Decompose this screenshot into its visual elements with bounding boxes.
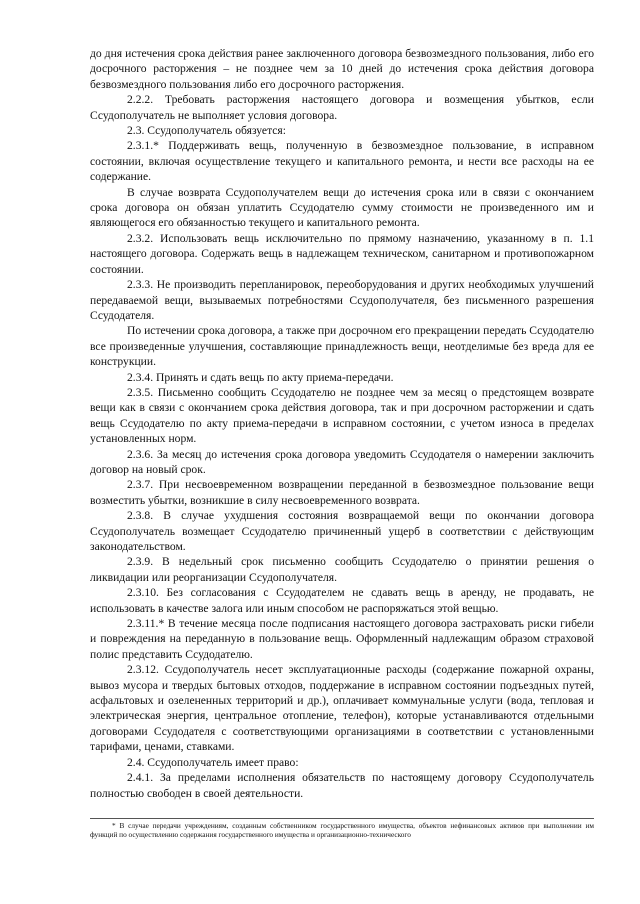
paragraph-2-3-11: 2.3.11.* В течение месяца после подписания настоящего договора застраховать риски гибели и повреждения на переданную в пользование вещь. Оформленный надлежащим образом страховой полис представить Ссудодателю. [90, 617, 594, 661]
paragraph-2-3-4: 2.3.4. Принять и сдать вещь по акту приема-передачи. [127, 370, 394, 384]
paragraph-2-3-1-return: В случае возврата Ссудополучателем вещи до истечения срока или в связи с окончанием срока договора он обязан уплатить Ссудодателю сумму стоимости не произведенного им и являющегося его обязанностью текущего и капитального ремонта. [90, 185, 594, 230]
paragraph-2-3-2: 2.3.2. Использовать вещь исключительно по прямому назначению, указанному в п. 1.1 настоящего договора. Содержать вещь в надлежащем техническом, санитарном и противопожарном состоянии. [90, 231, 594, 276]
paragraph-2-3-6: 2.3.6. За месяц до истечения срока договора уведомить Ссудодателя о намерении заключить договор на новый срок. [90, 447, 594, 476]
paragraph-2-3-1: 2.3.1.* Поддерживать вещь, полученную в безвозмездное пользование, в исправном состоянии, включая осуществление текущего и капитального ремонта, и нести все расходы на ее содержание. [90, 139, 594, 184]
paragraph-2-3-9: 2.3.9. В недельный срок письменно сообщить Ссудодателю о принятии решения о ликвидации или реорганизации Ссудополучателя. [90, 555, 594, 584]
paragraph-2-3-5: 2.3.5. Письменно сообщить Ссудодателю не позднее чем за месяц о предстоящем возврате вещи как в связи с окончанием срока действия договора, так и при досрочном расторжении и сдать вещь Ссудодателю по акту приема-передачи в исправном состоянии, с учетом износа в пределах установленных норм. [90, 385, 594, 446]
paragraph-2-3-10: 2.3.10. Без согласования с Ссудодателем не сдавать вещь в аренду, не продавать, не использовать в качестве залога или иным способом не распоряжаться этой вещью. [90, 586, 594, 615]
paragraph-2-3-3-improvements: По истечении срока договора, а также при досрочном его прекращении передать Ссудодателю все произведенные улучшения, составляющие принадлежность вещи, неотделимые без вреда для ее конструкции. [90, 324, 594, 369]
paragraph-2-3: 2.3. Ссудополучатель обязуется: [127, 124, 286, 138]
paragraph-2-3-12: 2.3.12. Ссудополучатель несет эксплуатационные расходы (содержание пожарной охраны, вывоз мусора и твердых бытовых отходов, поддержание в исправном состоянии подъездных путей, асфальтовых и озелененных территорий и др.), оплачивает коммунальные услуги (вода, тепловая и электрическая энергия, центральное отопление, телефон), которые устанавливаются отдельными договорами Ссудодателя с соответствующими организациями в соответствии с установленными тарифами, ценами, ставками. [90, 663, 594, 754]
paragraph-2-4-1: 2.4.1. За пределами исполнения обязательств по настоящему договору Ссудополучатель полностью свободен в своей деятельности. [90, 771, 594, 800]
footnote-divider [90, 818, 594, 819]
paragraph-2-2-2: 2.2.2. Требовать расторжения настоящего договора и возмещения убытков, если Ссудополучатель не выполняет условия договора. [90, 93, 594, 122]
paragraph-continuation: до дня истечения срока действия ранее заключенного договора безвозмездного пользования, либо его досрочного расторжения – не позднее чем за 10 дней до истечения срока действия договора безвозмездного пользования либо его досрочного расторжения. [90, 47, 594, 91]
paragraph-2-3-3: 2.3.3. Не производить перепланировок, переоборудования и других необходимых улучшений передаваемой вещи, вызываемых потребностями Ссудополучателя, без письменного разрешения Ссудодателя. [90, 278, 594, 322]
document-body [90, 46, 594, 801]
footnote: * В случае передачи учреждениям, созданным собственником государственного имущества, объектов нефинансовых активов при выполнении им функций по осуществлению содержания государственного имущества и организационно-технического [90, 821, 594, 840]
paragraph-2-4: 2.4. Ссудополучатель имеет право: [127, 755, 299, 769]
paragraph-2-3-8: 2.3.8. В случае ухудшения состояния возвращаемой вещи по окончании договора Ссудополучатель возмещает Ссудодателю причиненный ущерб в соответствии с действующим законодательством. [90, 509, 594, 553]
paragraph-2-3-7: 2.3.7. При несвоевременном возвращении переданной в безвозмездное пользование вещи возместить убытки, возникшие в силу несвоевременного возврата. [90, 478, 594, 507]
